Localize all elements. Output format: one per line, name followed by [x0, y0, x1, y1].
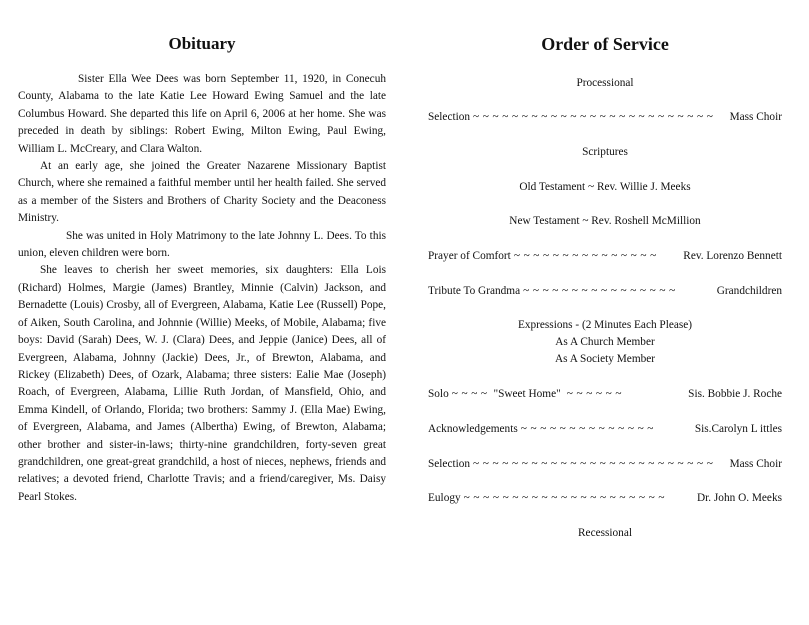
processional: Processional	[576, 77, 634, 89]
selection-row	[428, 109, 782, 126]
tilde-separator: ~ ~ ~ ~ ~ ~	[566, 388, 622, 400]
tilde-separator: ~ ~ ~ ~ ~ ~ ~ ~ ~ ~ ~ ~ ~ ~ ~ ~ ~ ~ ~ ~ ~	[463, 492, 665, 504]
eulogy-performer: Dr. John O. Meeks	[696, 492, 782, 504]
tilde-separator: ~ ~ ~ ~ ~ ~ ~ ~ ~ ~ ~ ~ ~ ~ ~ ~	[523, 285, 676, 297]
obituary-page	[18, 0, 386, 625]
acknowledgements-label: Acknowledgements	[428, 423, 518, 435]
tilde-separator: ~ ~ ~ ~ ~ ~ ~ ~ ~ ~ ~ ~ ~ ~	[520, 423, 654, 435]
service-title: Order of Service	[541, 34, 669, 54]
prayer-label: Prayer of Comfort	[428, 250, 511, 262]
tribute-label: Tribute To Grandma	[428, 285, 521, 297]
solo-row	[428, 386, 782, 403]
obituary-paragraph: She was united in Holy Matrimony to the late Johnny L. Dees. To this union, eleven children were born.	[18, 229, 386, 260]
selection-performer: Mass Choir	[729, 458, 782, 470]
selection-label: Selection	[428, 458, 471, 470]
scriptures: Scriptures	[582, 146, 628, 158]
tilde-separator: ~ ~ ~ ~ ~ ~ ~ ~ ~ ~ ~ ~ ~ ~ ~ ~ ~ ~ ~ ~ ~ ~ ~ ~ ~	[473, 458, 714, 470]
eulogy-label: Eulogy	[428, 492, 461, 504]
recessional: Recessional	[578, 527, 632, 539]
selection-performer: Mass Choir	[729, 111, 782, 123]
obituary-title: Obituary	[168, 34, 236, 53]
solo-song: "Sweet Home"	[493, 388, 561, 400]
acknowledgements-performer: Sis.Carolyn L ittles	[694, 423, 782, 435]
eulogy-row	[428, 490, 782, 507]
acknowledgements-row	[428, 421, 782, 438]
prayer-performer: Rev. Lorenzo Bennett	[683, 250, 782, 262]
obituary-paragraph: Sister Ella Wee Dees was born September 11, 1920, in Conecuh County, Alabama to the late Katie Lee Howard Ewing Samuel and the late Columbus Howard. She departed this life on April 6, 2006 at her home. She was preceded in death by siblings: Robert Ewing, Milton Ewing, Paul Ewing, William L. McCreary, and Clara Walton.	[18, 73, 386, 155]
tilde-separator: ~ ~ ~ ~	[451, 388, 488, 400]
tribute-row	[428, 283, 782, 300]
church-member: As A Church Member	[555, 336, 655, 348]
obituary-paragraph: At an early age, she joined the Greater Nazarene Missionary Baptist Church, where she remained a faithful member until her health failed. She served as a member of the Sisters and Brothers of Charity Society and the Deaconess Ministry.	[18, 160, 386, 225]
expressions: Expressions - (2 Minutes Each Please)	[517, 319, 693, 331]
order-of-service-page	[428, 0, 782, 625]
old-testament: Old Testament ~ Rev. Willie J. Meeks	[519, 181, 691, 193]
obituary-paragraph: She leaves to cherish her sweet memories, six daughters: Ella Lois (Richard) Holmes, Margie (James) Brantley, Minnie (Calvin) Jackson, and Bernadette (Louis) Crosby, all of Evergreen, Alabama, Katie Lee (Russell) Pope, of Aiken, South Carolina, and Johnnie (Willie) Meeks, of Mobile, Alabama; five boys: David (Sarah) Dees, W. J. (Clara) Dees, and Jeppie (Janice) Dees, all of Evergreen, Alabama, Johnny (Jackie) Dees, Jr., of Brewton, Alabama, and Rickey (Elizabeth) Dees, of Ozark, Alabama; three sisters: Ealie Mae (Joseph) Roach, of Evergreen, Alabama, Lillie Ruth Jordan, of Mansfield, Ohio, and Emma Kindell, of Orlando, Florida; two brothers: Sammy J. (Ella Mae) Ewing, of Evergreen, Alabama, and James (Albertha) Ewing, of Brewton, Alabama; other brother and sister-in-laws; thirty-nine grandchildren, forty-seven great grandchildren, one great-great grandchild, a host of nieces, nephews, friends and relatives; a devoted friend, Charlotte Travis; and a friend/caregiver, Ms. Daisy Pearl Stokes.	[18, 264, 386, 503]
solo-performer: Sis. Bobbie J. Roche	[688, 388, 782, 400]
tilde-separator: ~ ~ ~ ~ ~ ~ ~ ~ ~ ~ ~ ~ ~ ~ ~	[513, 250, 657, 262]
tribute-performer: Grandchildren	[716, 285, 782, 297]
tilde-separator: ~ ~ ~ ~ ~ ~ ~ ~ ~ ~ ~ ~ ~ ~ ~ ~ ~ ~ ~ ~ ~ ~ ~ ~ ~	[473, 111, 714, 123]
obituary-body	[18, 71, 386, 506]
selection-label: Selection	[428, 111, 471, 123]
new-testament: New Testament ~ Rev. Roshell McMillion	[509, 215, 701, 227]
selection-row	[428, 456, 782, 473]
society-member: As A Society Member	[554, 353, 656, 365]
solo-label: Solo	[428, 388, 449, 400]
prayer-row	[428, 248, 782, 265]
